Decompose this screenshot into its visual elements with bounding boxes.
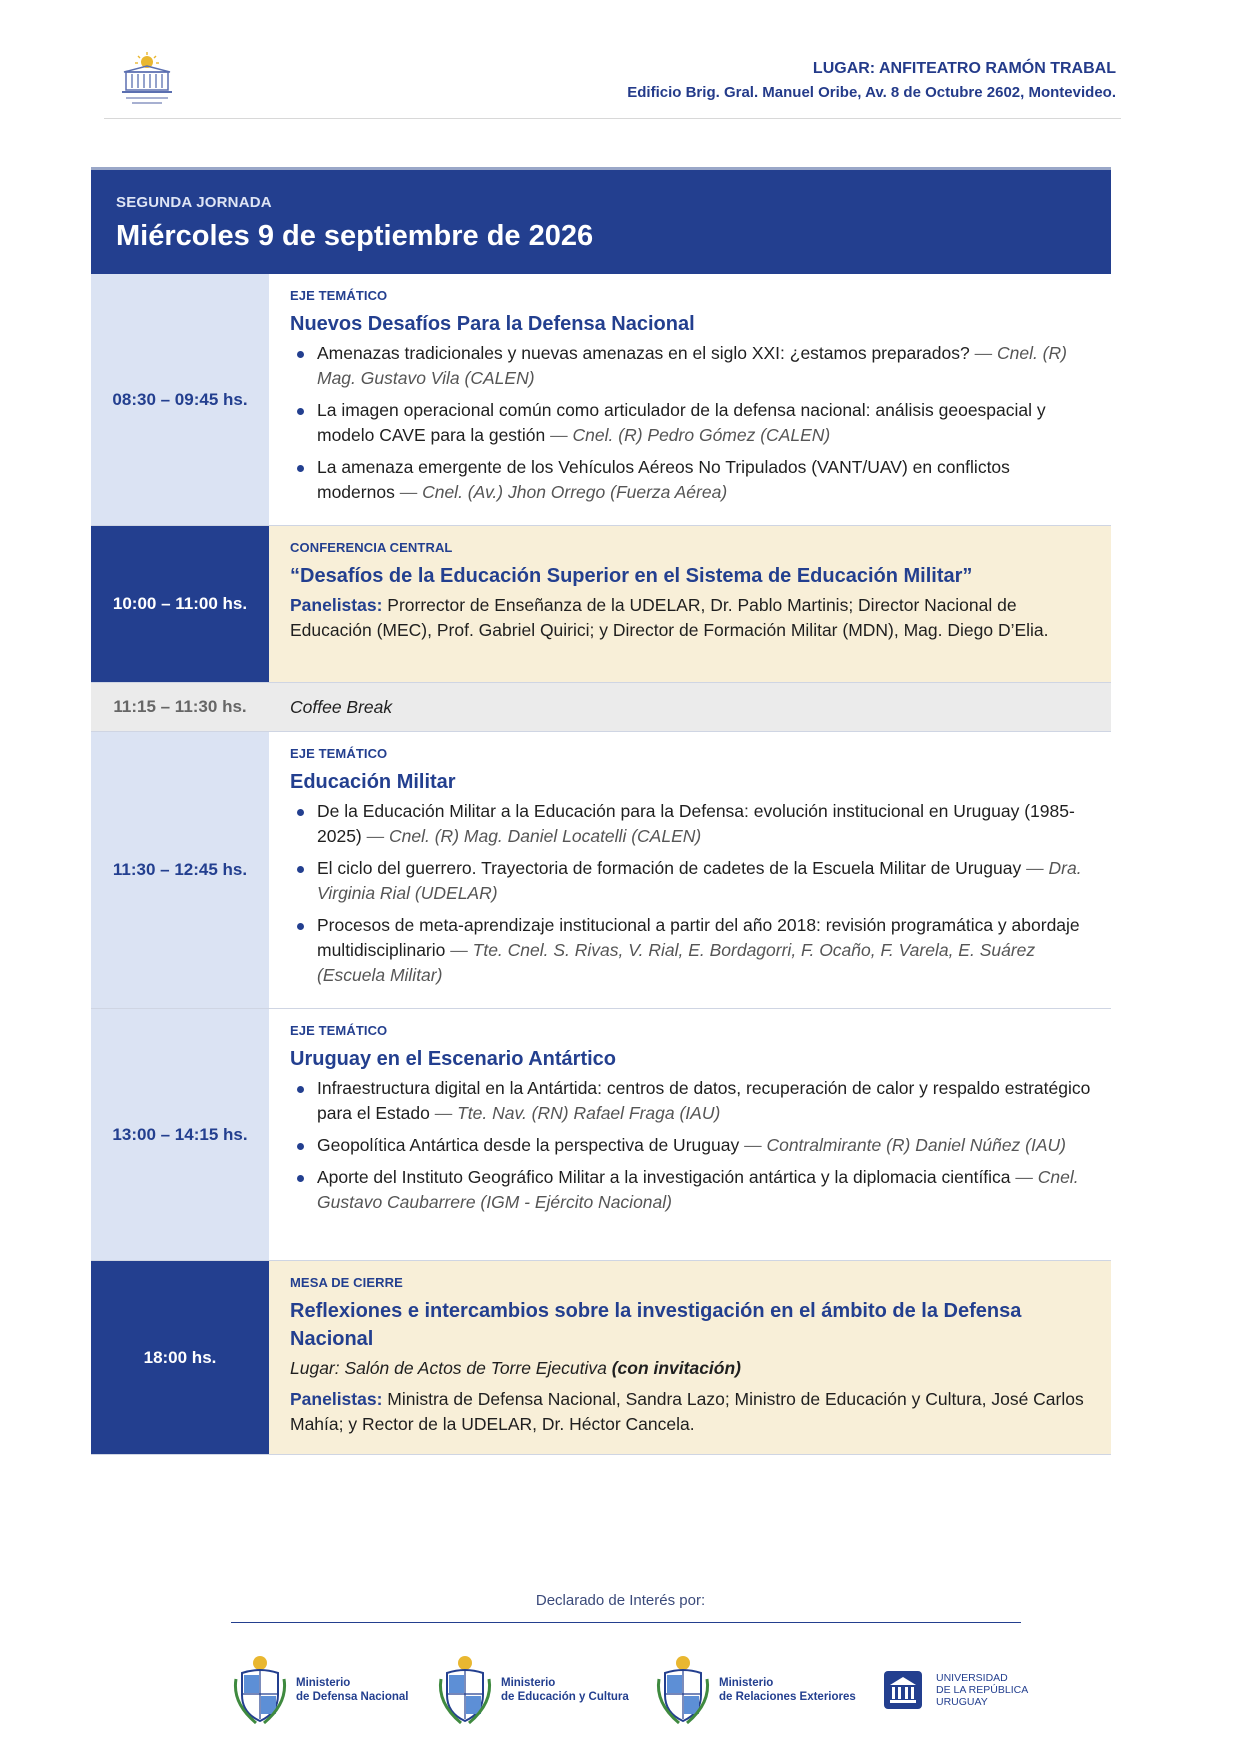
sponsor-line: de Relaciones Exteriores — [719, 1691, 856, 1703]
separator: — — [399, 482, 418, 502]
talk-author: Cnel. (R) Mag. Gustavo Vila (CALEN) — [317, 343, 1067, 388]
schedule-row — [91, 274, 1111, 526]
day-title: Miércoles 9 de septiembre de 2026 — [116, 220, 594, 252]
session-time: 13:00 – 14:15 hs. — [91, 1009, 269, 1260]
talk-item — [290, 1076, 1091, 1126]
sponsor-line: Ministerio — [501, 1677, 556, 1689]
talk-author: Cnel. Gustavo Caubarrere (IGM - Ejército Nacional) — [317, 1167, 1079, 1212]
sponsor-line: Ministerio — [296, 1677, 351, 1689]
session-time: 10:00 – 11:00 hs. — [91, 526, 269, 682]
sponsor-line: URUGUAY — [936, 1696, 988, 1708]
talk-title: Geopolítica Antártica desde la perspectiva de Uruguay — [317, 1135, 740, 1155]
sponsor-udelar — [882, 1650, 1028, 1730]
coat-of-arms-icon — [653, 1653, 713, 1727]
separator: — — [550, 425, 568, 445]
panelists-label: Panelistas: — [290, 595, 383, 615]
sponsor-line: de Educación y Cultura — [501, 1691, 629, 1703]
session-time: 18:00 hs. — [91, 1261, 269, 1454]
schedule-row — [91, 683, 1111, 732]
sponsor-name — [296, 1676, 408, 1704]
schedule-row — [91, 1009, 1111, 1261]
talk-list — [290, 1076, 1091, 1215]
sponsor-mdn — [230, 1650, 408, 1730]
panelists — [290, 593, 1091, 643]
talk-title: El ciclo del guerrero. Trayectoria de formación de cadetes de la Escuela Militar de Uruguay — [317, 858, 1022, 878]
session-title: Uruguay en el Escenario Antártico — [290, 1048, 617, 1070]
talk-item — [290, 1165, 1091, 1215]
university-icon — [882, 1667, 924, 1713]
day-kicker: SEGUNDA JORNADA — [116, 194, 272, 211]
panelists-label: Panelistas: — [290, 1389, 383, 1409]
separator: — — [366, 826, 385, 846]
talk-author: Tte. Nav. (RN) Rafael Fraga (IAU) — [457, 1103, 721, 1123]
talk-author: Cnel. (Av.) Jhon Orrego (Fuerza Aérea) — [422, 482, 728, 502]
venue-info — [627, 57, 1116, 105]
talk-author: Cnel. (R) Pedro Gómez (CALEN) — [572, 425, 831, 445]
session-label: MESA DE CIERRE — [290, 1275, 403, 1290]
sponsor-name — [936, 1672, 1028, 1708]
coat-of-arms-icon — [230, 1653, 290, 1727]
day-banner — [91, 167, 1111, 274]
talk-item — [290, 398, 1091, 448]
panelists-text: Prorrector de Enseñanza de la UDELAR, Dr. Pablo Martinis; Director Nacional de Educación (MEC), Prof. Gabriel Quirici; y Director de Formación Militar (MDN), Mag. Diego D’Elia. — [290, 595, 1049, 640]
talk-title: Infraestructura digital en la Antártida: centros de datos, recuperación de calor y respaldo estratégico para el Estado — [317, 1078, 1091, 1123]
coat-of-arms-icon — [435, 1653, 495, 1727]
sponsor-line: DE LA REPÚBLICA — [936, 1684, 1029, 1696]
event-logo — [116, 52, 178, 108]
session-content — [269, 683, 1111, 731]
session-content — [269, 526, 1111, 682]
session-place — [290, 1356, 1091, 1381]
talk-author: Tte. Cnel. S. Rivas, V. Rial, E. Bordagorri, F. Ocaño, F. Varela, E. Suárez (Escuela Militar) — [317, 940, 1036, 985]
talk-title: Aporte del Instituto Geográfico Militar a la investigación antártica y la diplomacia científica — [317, 1167, 1011, 1187]
session-title: “Desafíos de la Educación Superior en el Sistema de Educación Militar” — [290, 565, 973, 587]
sponsor-line: UNIVERSIDAD — [936, 1672, 1008, 1684]
address-line: Edificio Brig. Gral. Manuel Oribe, Av. 8 de Octubre 2602, Montevideo. — [627, 84, 1116, 101]
session-content — [269, 1009, 1111, 1260]
break-text: Coffee Break — [290, 696, 393, 717]
talk-author: Contralmirante (R) Daniel Núñez (IAU) — [766, 1135, 1066, 1155]
talk-item — [290, 799, 1091, 849]
talk-title: Procesos de meta-aprendizaje institucional a partir del año 2018: revisión programática y abordaje multidisciplinario — [317, 915, 1080, 960]
session-label: EJE TEMÁTICO — [290, 288, 388, 303]
talk-author: Cnel. (R) Mag. Daniel Locatelli (CALEN) — [389, 826, 702, 846]
sponsor-mec — [435, 1650, 629, 1730]
schedule-row — [91, 526, 1111, 683]
talk-item — [290, 913, 1091, 988]
session-label: CONFERENCIA CENTRAL — [290, 540, 453, 555]
talk-title: La imagen operacional común como articulador de la defensa nacional: análisis geoespacial y modelo CAVE para la gestión — [317, 400, 1046, 445]
panelists-text: Ministra de Defensa Nacional, Sandra Lazo; Ministro de Educación y Cultura, José Carlos Mahía; y Rector de la UDELAR, Dr. Héctor Cancela. — [290, 1389, 1084, 1434]
talk-author: Dra. Virginia Rial (UDELAR) — [317, 858, 1082, 903]
talk-title: La amenaza emergente de los Vehículos Aéreos No Tripulados (VANT/UAV) en conflictos modernos — [317, 457, 1010, 502]
venue-line: LUGAR: ANFITEATRO RAMÓN TRABAL — [812, 60, 1116, 77]
talk-title: Amenazas tradicionales y nuevas amenazas en el siglo XXI: ¿estamos preparados? — [317, 343, 970, 363]
session-title: Nuevos Desafíos Para la Defensa Nacional — [290, 313, 695, 335]
session-title: Reflexiones e intercambios sobre la investigación en el ámbito de la Defensa Nacional — [290, 1300, 1022, 1350]
place-text: Lugar: Salón de Actos de Torre Ejecutiva — [290, 1358, 607, 1378]
schedule-row — [91, 1261, 1111, 1455]
session-content — [269, 732, 1111, 1008]
session-content — [269, 1261, 1111, 1454]
talk-item — [290, 341, 1091, 391]
schedule-table — [91, 274, 1111, 1455]
separator: — — [1015, 1167, 1033, 1187]
talk-title: De la Educación Militar a la Educación para la Defensa: evolución institucional en Uruguay (1985-2025) — [317, 801, 1075, 846]
sponsor-line: Ministerio — [719, 1677, 774, 1689]
session-title: Educación Militar — [290, 771, 456, 793]
separator: — — [974, 343, 993, 363]
sponsor-name — [501, 1676, 629, 1704]
session-label: EJE TEMÁTICO — [290, 746, 388, 761]
sponsor-name — [719, 1676, 856, 1704]
session-time: 11:15 – 11:30 hs. — [91, 683, 269, 731]
separator: — — [450, 940, 468, 960]
talk-item — [290, 1133, 1091, 1158]
panelists — [290, 1387, 1091, 1437]
talk-list — [290, 799, 1091, 988]
sponsor-mrree — [653, 1650, 856, 1730]
separator: — — [744, 1135, 762, 1155]
place-note: (con invitación) — [611, 1358, 741, 1378]
session-time: 11:30 – 12:45 hs. — [91, 732, 269, 1008]
talk-list — [290, 341, 1091, 505]
sponsor-line: de Defensa Nacional — [296, 1691, 409, 1703]
talk-item — [290, 455, 1091, 505]
separator: — — [1026, 858, 1044, 878]
footer-divider — [231, 1622, 1021, 1623]
separator: — — [434, 1103, 453, 1123]
talk-item — [290, 856, 1091, 906]
declared-interest-label: Declarado de Interés por: — [535, 1592, 706, 1609]
session-label: EJE TEMÁTICO — [290, 1023, 388, 1038]
header-divider — [104, 118, 1121, 119]
session-content — [269, 274, 1111, 525]
sponsor-logos — [230, 1650, 1030, 1730]
schedule-row — [91, 732, 1111, 1009]
session-time: 08:30 – 09:45 hs. — [91, 274, 269, 525]
